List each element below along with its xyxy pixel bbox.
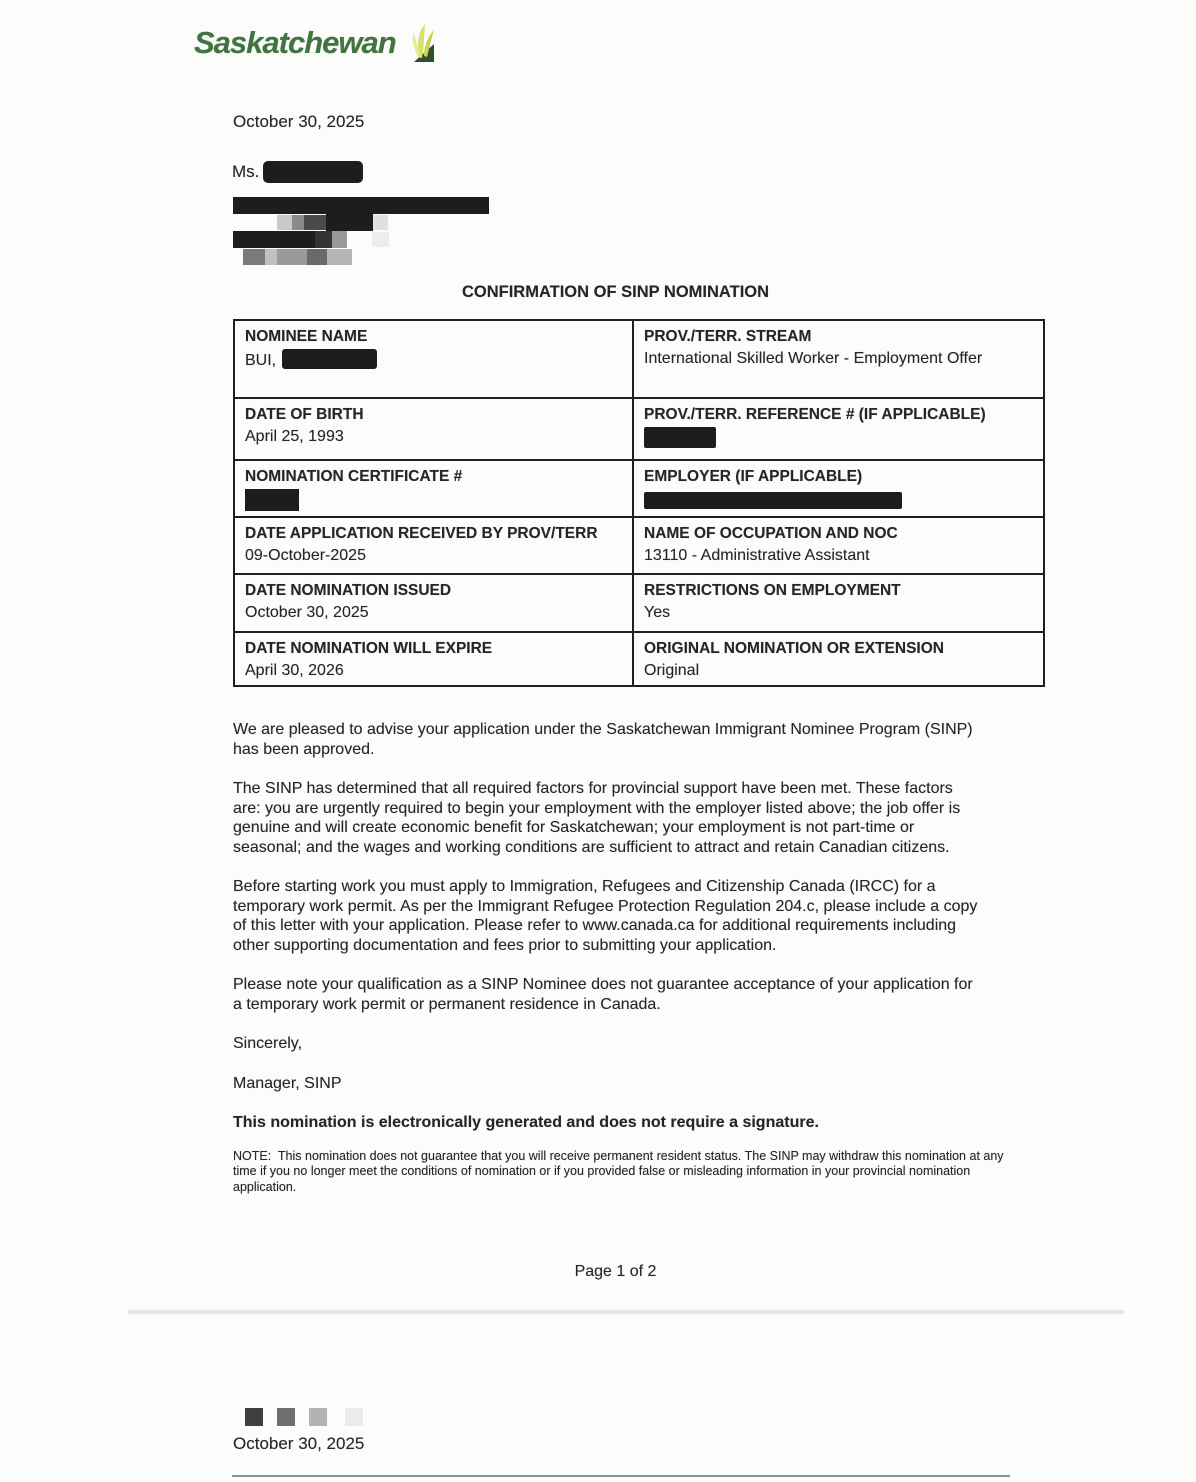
paragraph: Before starting work you must apply to Immigration, Refugees and Citizenship Canada (IRCC) for a temporary work permit. As per the Immigrant Refugee Protection Regulation 204.c, please include a copy of this letter with your application. Please refer to www.canada.ca for additional requirements including other supporting documentation and fees prior to submitting your application. [233, 878, 978, 954]
date-of-birth-cell [234, 398, 633, 460]
field-value [644, 427, 1033, 448]
nomination-details-table [233, 319, 1045, 687]
field-label: PROV./TERR. REFERENCE # (IF APPLICABLE) [644, 406, 986, 423]
stream-cell [633, 320, 1044, 398]
redaction-pixel [332, 231, 347, 248]
field-value: International Skilled Worker - Employment Offer [644, 350, 983, 367]
certificate-number-cell [234, 460, 633, 517]
signature: Manager, SINP [233, 1074, 342, 1092]
redaction-pixel [327, 249, 352, 265]
redaction-box [263, 161, 363, 183]
redaction-box [282, 349, 377, 369]
footnote: NOTE: This nomination does not guarantee that you will receive permanent resident status. The SINP may withdraw this nomination at any time if you no longer meet the conditions of nomination or if you provided false or misleading information in your provincial nomination application. [233, 1148, 1004, 1194]
redaction-pixel [292, 215, 304, 230]
next-page-rule [232, 1475, 1010, 1477]
field-label: DATE NOMINATION WILL EXPIRE [245, 640, 493, 657]
letter-body [233, 720, 1004, 1215]
field-label: NOMINATION CERTIFICATE # [245, 468, 463, 485]
signature-note: This nomination is electronically generated and does not require a signature. [233, 1114, 819, 1131]
recipient-prefix: Ms. [232, 162, 260, 181]
table-row [234, 398, 1044, 460]
redaction-pixel [277, 215, 292, 230]
saskatchewan-logo [194, 26, 436, 69]
field-label: DATE NOMINATION ISSUED [245, 582, 452, 599]
closing: Sincerely, [233, 1035, 303, 1052]
redaction-pixel [277, 1408, 295, 1426]
redaction-box [644, 427, 716, 448]
redaction-pixel [245, 1408, 263, 1426]
field-label: PROV./TERR. STREAM [644, 328, 812, 345]
date-issued-cell [234, 574, 633, 632]
redaction-pixel [373, 215, 388, 230]
field-value: 09-October-2025 [245, 547, 366, 564]
letter-date: October 30, 2025 [233, 112, 365, 131]
redaction-pixel [304, 215, 326, 230]
redaction-box [233, 197, 489, 214]
date-expire-cell [234, 632, 633, 686]
redaction-box [245, 489, 299, 511]
redaction-box [233, 231, 315, 248]
redaction-pixel [277, 249, 307, 265]
table-row [234, 574, 1044, 632]
restrictions-cell [633, 574, 1044, 632]
wheat-sheaf-icon [398, 22, 436, 69]
field-label: DATE APPLICATION RECEIVED BY PROV/TERR [245, 525, 598, 542]
field-value: 13110 - Administrative Assistant [644, 547, 870, 564]
field-label: RESTRICTIONS ON EMPLOYMENT [644, 582, 901, 599]
field-value [644, 492, 1033, 509]
field-value [245, 489, 622, 511]
redaction-pixel [372, 232, 389, 247]
redaction-pixel [265, 249, 277, 265]
redaction-pixel [345, 1408, 363, 1426]
field-value: Original [644, 662, 700, 679]
field-value: Yes [644, 604, 671, 621]
field-value: October 30, 2025 [245, 604, 369, 621]
document-title: CONFIRMATION OF SINP NOMINATION [461, 283, 770, 301]
field-value: April 25, 1993 [245, 428, 344, 445]
redaction-box [326, 214, 373, 231]
field-label: NAME OF OCCUPATION AND NOC [644, 525, 898, 542]
field-value: BUI, [245, 349, 622, 371]
table-row [234, 517, 1044, 574]
saskatchewan-wordmark: Saskatchewan [194, 25, 396, 60]
field-label: EMPLOYER (IF APPLICABLE) [644, 468, 863, 485]
next-page-date: October 30, 2025 [233, 1434, 365, 1453]
redaction-pixel [315, 231, 332, 248]
nominee-name-cell [234, 320, 633, 398]
table-row [234, 632, 1044, 686]
original-or-extension-cell [633, 632, 1044, 686]
field-label: DATE OF BIRTH [245, 406, 364, 423]
table-row [234, 320, 1044, 398]
redaction-box [644, 492, 902, 509]
table-row [234, 460, 1044, 517]
field-label: NOMINEE NAME [245, 328, 368, 345]
page-break-divider [128, 1310, 1124, 1314]
field-label: ORIGINAL NOMINATION OR EXTENSION [644, 640, 944, 657]
redaction-pixel [309, 1408, 327, 1426]
occupation-noc-cell [633, 517, 1044, 574]
date-received-cell [234, 517, 633, 574]
paragraph: The SINP has determined that all required factors for provincial support have been met. These factors are: you are urgently required to begin your employment with the employer listed above; the job offer is genuine and will create economic benefit for Saskatchewan; your employment is not part-time or seasonal; and the wages and working conditions are sufficient to attract and retain Canadian citizens. [233, 780, 961, 856]
paragraph: Please note your qualification as a SINP Nominee does not guarantee acceptance of your application for a temporary work permit or permanent residence in Canada. [233, 976, 973, 1013]
field-value: April 30, 2026 [245, 662, 344, 679]
redaction-pixel [307, 249, 327, 265]
redaction-pixel [243, 249, 265, 265]
employer-cell [633, 460, 1044, 517]
page-indicator: Page 1 of 2 [574, 1263, 657, 1280]
recipient-address-block [228, 158, 528, 270]
paragraph: We are pleased to advise your application under the Saskatchewan Immigrant Nominee Program (SINP) has been approved. [233, 721, 973, 758]
reference-number-cell [633, 398, 1044, 460]
